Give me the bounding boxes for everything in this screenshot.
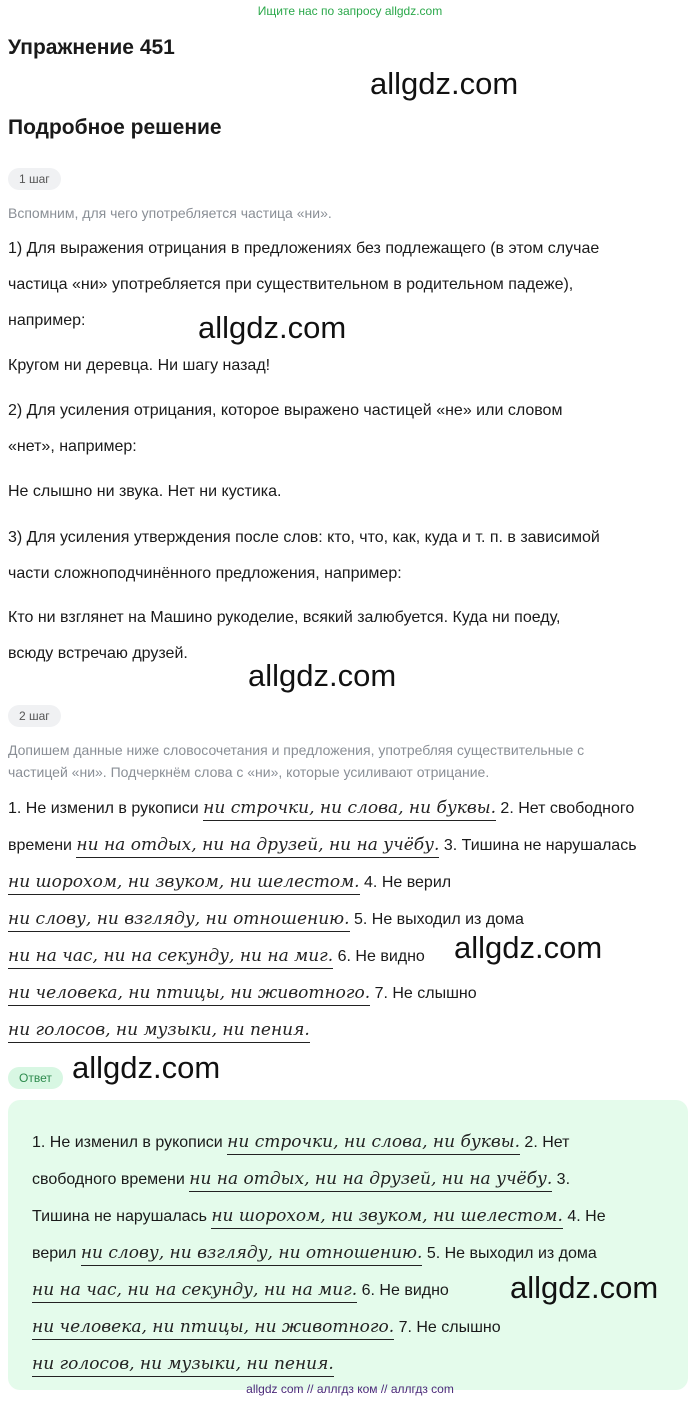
step-2-intro-line-1: Допишем данные ниже словосочетания и предложения, употребляя существительные с (8, 742, 585, 758)
step-1-label: 1 шаг (8, 168, 61, 190)
step-1-rule-2 (8, 393, 698, 465)
plain-text: времени (8, 837, 77, 854)
answer-line (32, 1124, 682, 1161)
plain-text: 5. Не выходил из дома (422, 1245, 597, 1262)
rule-1-line-2: частица «ни» употребляется при существительном в родительном падеже), (8, 276, 574, 293)
watermark: allgdz.com (370, 66, 519, 101)
underlined-phrase: ни слову, ни взгляду, ни отношению. (81, 1243, 423, 1266)
answer-line (32, 1161, 682, 1198)
example-3-line-1: Кто ни взглянет на Машино рукоделие, всякий залюбуется. Куда ни поеду, (8, 609, 561, 626)
plain-text: 3. Тишина не нарушалась (439, 837, 637, 854)
section-title: Подробное решение (8, 116, 222, 139)
plain-text: 6. Не видно (357, 1282, 449, 1299)
rule-1-line-3: например: (8, 312, 86, 329)
underlined-phrase: ни строчки, ни слова, ни буквы. (227, 1132, 520, 1155)
plain-text: 2. Нет (519, 1134, 570, 1151)
answer-line (32, 1198, 682, 1235)
step-2-line (8, 864, 698, 901)
answer-line (32, 1346, 682, 1383)
underlined-phrase: ни шорохом, ни звуком, ни шелестом. (211, 1206, 563, 1229)
plain-text: верил (32, 1245, 81, 1262)
answer-line (32, 1235, 682, 1272)
plain-text: 7. Не слышно (370, 985, 477, 1002)
plain-text: 1. Не изменил в рукописи (8, 800, 204, 817)
step-2-line (8, 1012, 698, 1049)
rule-1-line-1: 1) Для выражения отрицания в предложениях без подлежащего (в этом случае (8, 240, 600, 257)
underlined-phrase: ни человека, ни птицы, ни животного. (32, 1317, 394, 1340)
plain-text: 2. Нет свободного (495, 800, 635, 817)
example-2: Не слышно ни звука. Нет ни кустика. (8, 483, 282, 500)
underlined-phrase: ни строчки, ни слова, ни буквы. (203, 798, 496, 821)
top-search-hint[interactable]: Ищите нас по запросу allgdz.com (257, 4, 443, 18)
step-1-badge (8, 168, 61, 190)
example-1: Кругом ни деревца. Ни шагу назад! (8, 357, 271, 374)
plain-text: 1. Не изменил в рукописи (32, 1134, 228, 1151)
step-2-text (8, 790, 698, 1049)
watermark: allgdz.com (248, 658, 397, 693)
step-2-badge (8, 705, 61, 727)
plain-text: 4. Не верил (359, 874, 452, 891)
step-2-line (8, 827, 698, 864)
underlined-phrase: ни на отдых, ни на друзей, ни на учёбу. (76, 835, 439, 858)
plain-text: 4. Не (562, 1208, 606, 1225)
answer-label: Ответ (8, 1067, 63, 1089)
rule-3-line-2: части сложноподчинённого предложения, например: (8, 565, 402, 582)
answer-text (32, 1124, 682, 1383)
plain-text: 3. (552, 1171, 571, 1188)
underlined-phrase: ни голосов, ни музыки, ни пения. (8, 1020, 310, 1043)
example-3-line-2: всюду встречаю друзей. (8, 645, 188, 662)
plain-text: 7. Не слышно (394, 1319, 501, 1336)
underlined-phrase: ни шорохом, ни звуком, ни шелестом. (8, 872, 360, 895)
step-1-rule-3 (8, 520, 698, 592)
footer-links[interactable]: allgdz com // аллгдз ком // аллгдз com (246, 1382, 454, 1396)
plain-text: Тишина не нарушалась (32, 1208, 212, 1225)
rule-3-line-1: 3) Для усиления утверждения после слов: кто, что, как, куда и т. п. в зависимой (8, 529, 600, 546)
step-2-intro (8, 739, 698, 783)
underlined-phrase: ни слову, ни взгляду, ни отношению. (8, 909, 350, 932)
answer-line (32, 1309, 682, 1346)
step-2-label: 2 шаг (8, 705, 61, 727)
step-2-line (8, 975, 698, 1012)
underlined-phrase: ни на отдых, ни на друзей, ни на учёбу. (189, 1169, 552, 1192)
plain-text: 6. Не видно (333, 948, 425, 965)
watermark: allgdz.com (510, 1270, 659, 1305)
plain-text: свободного времени (32, 1171, 190, 1188)
plain-text: 5. Не выходил из дома (349, 911, 524, 928)
underlined-phrase: ни голосов, ни музыки, ни пения. (32, 1354, 334, 1377)
page-title: Упражнение 451 (8, 36, 175, 59)
rule-2-line-1: 2) Для усиления отрицания, которое выражено частицей «не» или словом (8, 402, 563, 419)
answer-badge (8, 1067, 63, 1089)
watermark: allgdz.com (198, 310, 347, 345)
step-1-rule-1 (8, 231, 698, 339)
watermark: allgdz.com (72, 1050, 221, 1085)
underlined-phrase: ни на час, ни на секунду, ни на миг. (32, 1280, 357, 1303)
underlined-phrase: ни человека, ни птицы, ни животного. (8, 983, 370, 1006)
step-2-intro-line-2: частицей «ни». Подчеркнём слова с «ни», которые усиливают отрицание. (8, 764, 490, 780)
step-2-line (8, 790, 698, 827)
watermark: allgdz.com (454, 930, 603, 965)
underlined-phrase: ни на час, ни на секунду, ни на миг. (8, 946, 333, 969)
step-1-intro: Вспомним, для чего употребляется частица «ни». (8, 205, 332, 221)
rule-2-line-2: «нет», например: (8, 438, 137, 455)
